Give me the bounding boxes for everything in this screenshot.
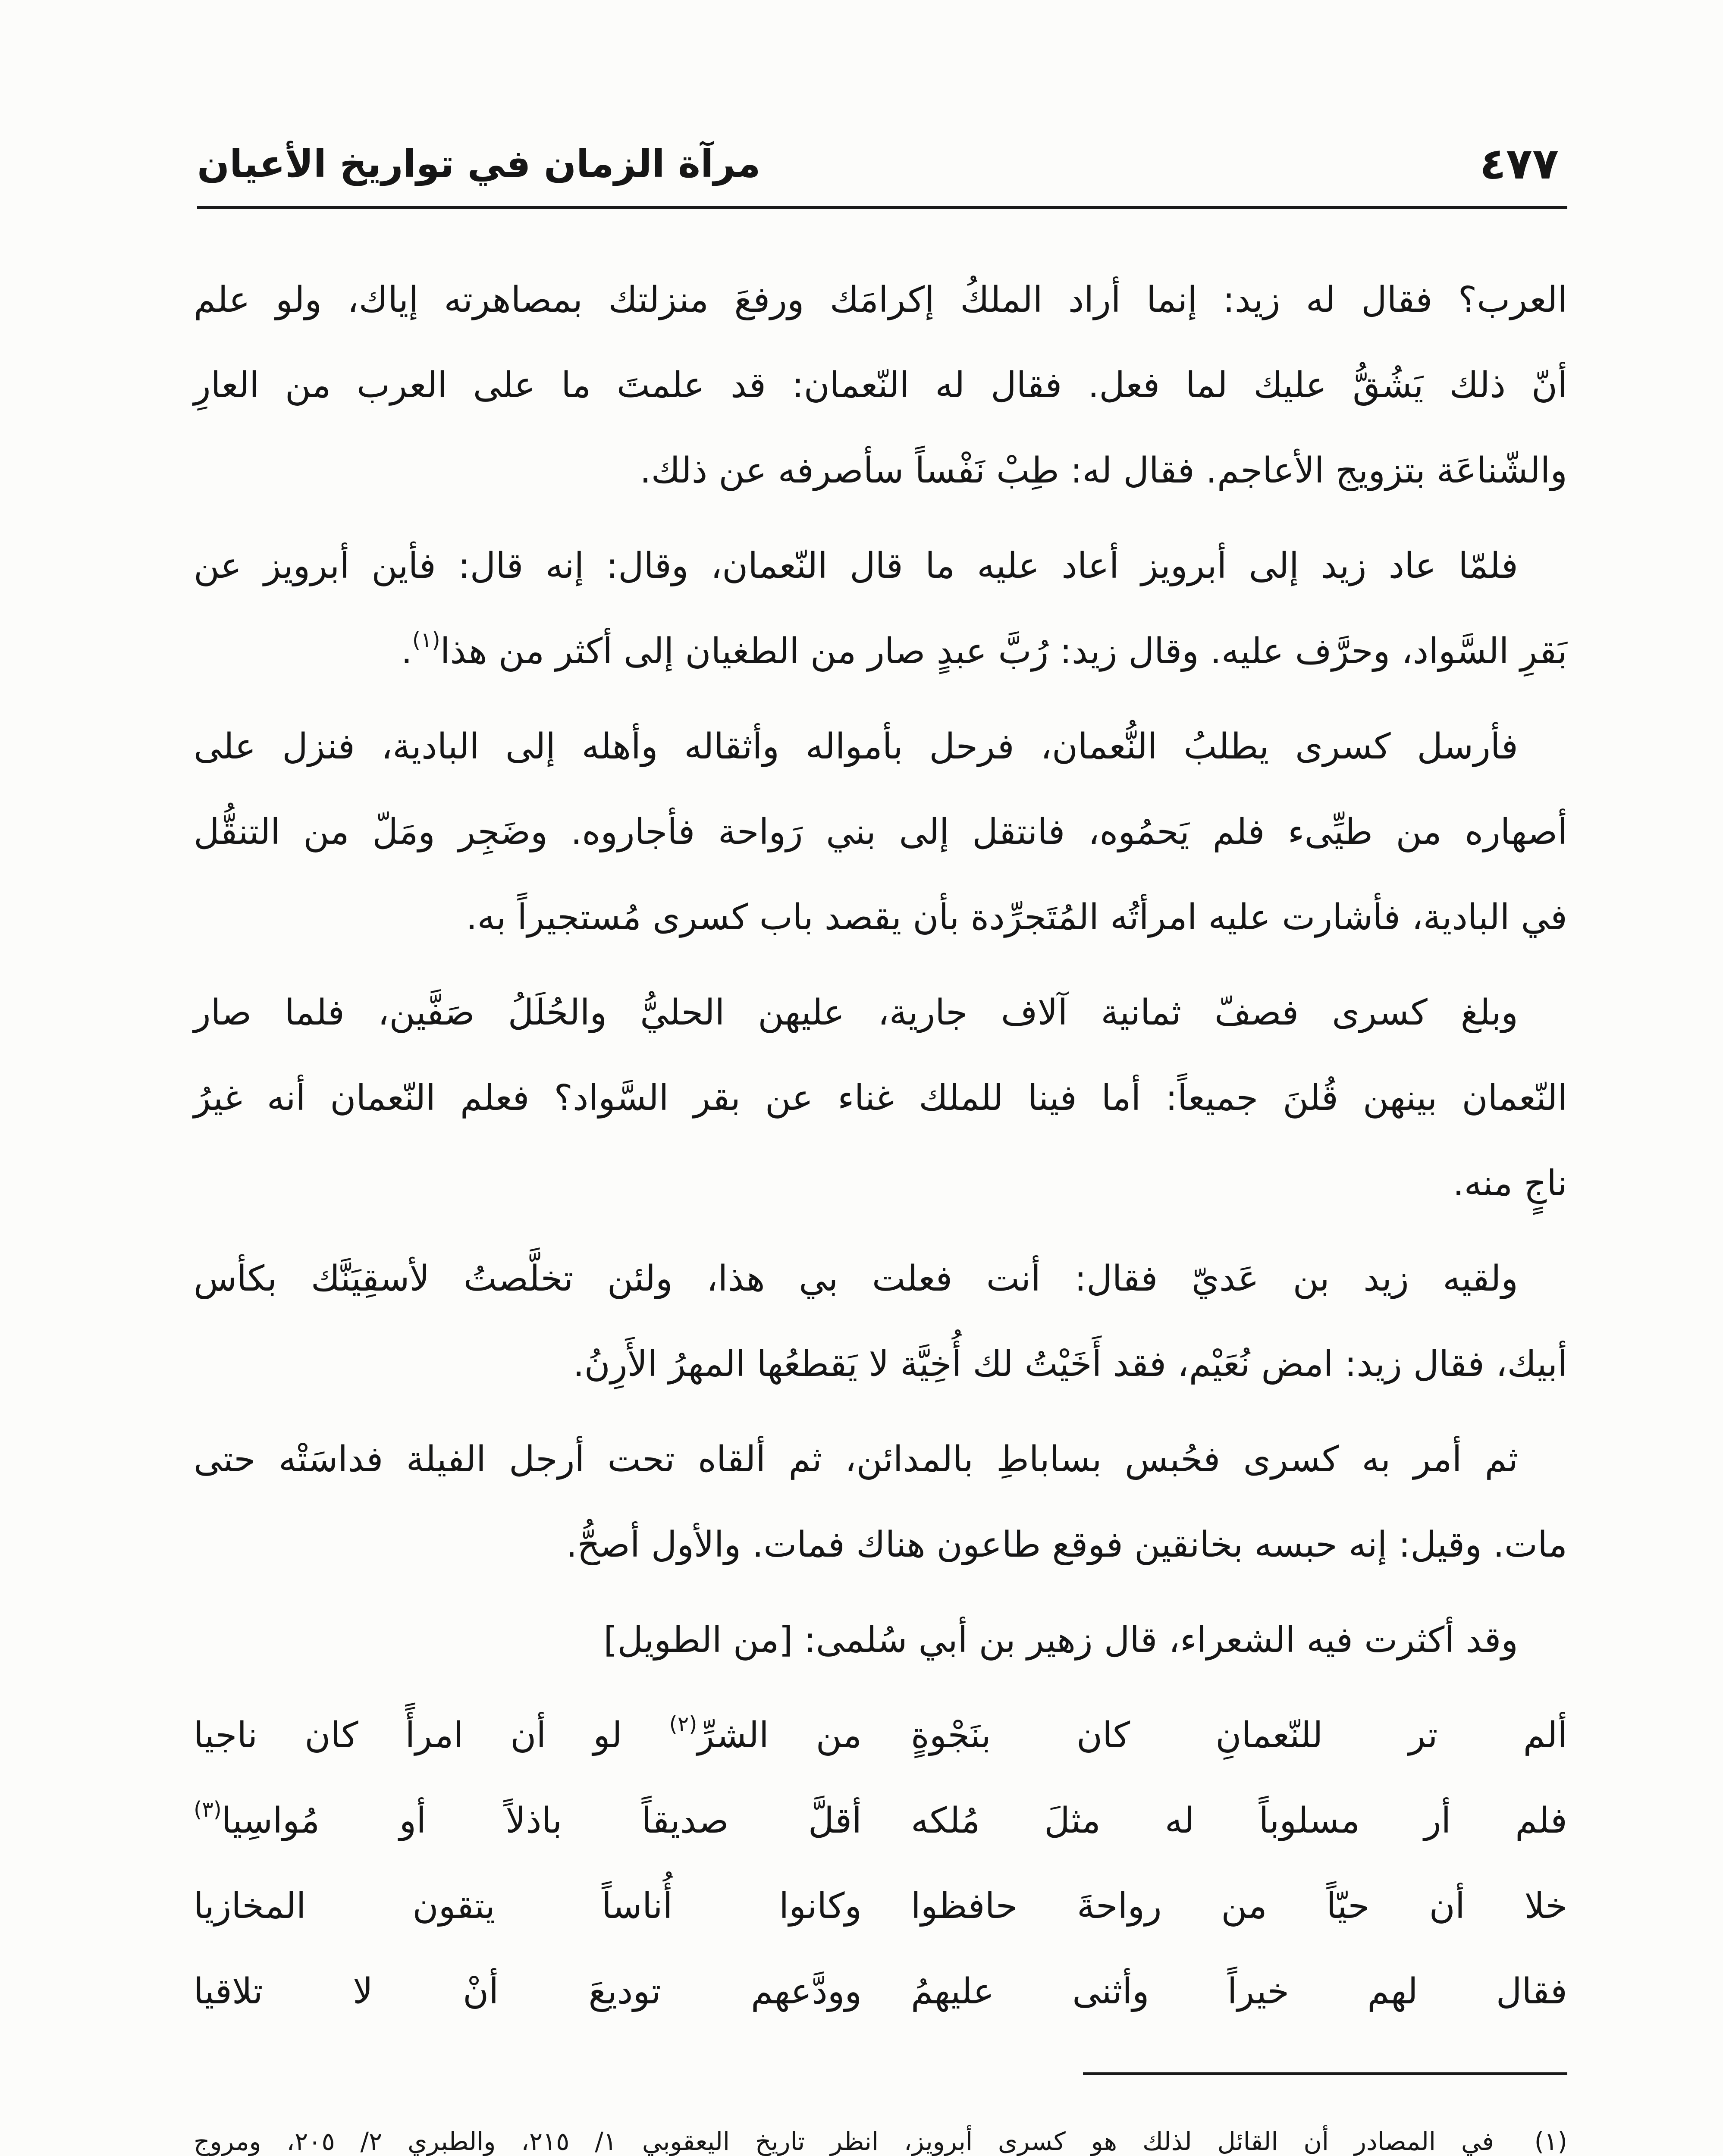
footnote-marker: (١) xyxy=(1534,2127,1567,2156)
text-run: . xyxy=(401,631,412,672)
paragraph-5 xyxy=(194,1236,1567,1407)
text-line: النّعمان بينهن قُلنَ جميعاً: أما فينا للملك غناء عن بقر السَّواد؟ فعلم النّعمان أنه غيرُ xyxy=(194,1078,1567,1119)
paragraph-2 xyxy=(194,523,1567,694)
text-line: أبيك، فقال زيد: امض نُعَيْم، فقد أَخَيْتُ لك أُخِيَّة لا يَقطعُها المهرُ الأَرِنُ. xyxy=(573,1344,1567,1385)
main-text xyxy=(194,257,1567,2034)
running-head xyxy=(197,134,1567,194)
poem-verse xyxy=(194,1778,1567,1864)
poem-verse xyxy=(194,1693,1567,1778)
header-rule xyxy=(197,206,1567,209)
text-run: بَقرِ السَّواد، وحرَّف عليه. وقال زيد: رُبَّ عبدٍ صار من الطغيان إلى أكثر من هذا xyxy=(440,631,1567,672)
text-line: أنّ ذلك يَشُقُّ عليك لما فعل. فقال له النّعمان: قد علمتَ ما على العرب من العارِ xyxy=(194,365,1567,406)
footnotes xyxy=(194,2117,1567,2156)
poem-verse xyxy=(194,1864,1567,1949)
text-line: أصهاره من طيِّىء فلم يَحمُوه، فانتقل إلى بني رَواحة فأجاروه. وضَجِر ومَلّ من التنقُّل xyxy=(194,812,1567,852)
text-line: والشّناعَة بتزويج الأعاجم. فقال له: طِبْ نَفْساً سأصرفه عن ذلك. xyxy=(640,450,1567,491)
text-run: لو أن امرأً كان ناجيا xyxy=(194,1715,622,1756)
second-hemistich xyxy=(194,1693,862,1778)
first-hemistich: فقال لهم خيراً وأثنى عليهمُ xyxy=(911,1971,1567,2012)
text-line: في البادية، فأشارت عليه امرأتُه المُتَجرِّدة بأن يقصد باب كسرى مُستجيراً به. xyxy=(466,897,1567,938)
first-hemistich: ألم تر للنّعمانِ كان بنَجْوةٍ xyxy=(911,1715,1567,1756)
footnote-1 xyxy=(194,2117,1567,2156)
text-line: مات. وقيل: إنه حبسه بخانقين فوقع طاعون هناك فمات. والأول أصحُّ. xyxy=(566,1524,1567,1565)
footnote-ref: (١) xyxy=(412,627,440,653)
second-hemistich: وكانوا أُناساً يتقون المخازيا xyxy=(194,1886,862,1927)
text-line: وقد أكثرت فيه الشعراء، قال زهير بن أبي سُلمى: [من الطويل] xyxy=(603,1620,1518,1661)
text-line: فأرسل كسرى يطلبُ النُّعمان، فرحل بأمواله وأثقاله وأهله إلى البادية، فنزل على xyxy=(194,726,1518,767)
second-hemistich xyxy=(194,1778,862,1864)
paragraph-7 xyxy=(194,1598,1567,1683)
first-hemistich: خلا أن حيّاً من رواحةَ حافظوا xyxy=(911,1886,1567,1927)
book-title: مرآة الزمان في تواريخ الأعيان xyxy=(197,141,761,186)
text-line: ناجٍ منه. xyxy=(1453,1163,1567,1204)
footnote-ref: (٢) xyxy=(669,1711,697,1737)
paragraph-3 xyxy=(194,704,1567,960)
text-run: أقلَّ صديقاً باذلاً أو مُواسِيا xyxy=(221,1800,862,1841)
poem-verse xyxy=(194,1949,1567,2034)
first-hemistich: فلم أر مسلوباً له مثلَ مُلكه xyxy=(911,1800,1567,1841)
paragraph-4 xyxy=(194,970,1567,1226)
second-hemistich: وودَّعهم توديعَ أنْ لا تلاقيا xyxy=(194,1971,862,2012)
paragraph-6 xyxy=(194,1417,1567,1588)
text-run: من الشرِّ xyxy=(697,1715,862,1756)
text-line: ولقيه زيد بن عَديّ فقال: أنت فعلت بي هذا، ولئن تخلَّصتُ لأسقِيَنَّك بكأس xyxy=(194,1258,1518,1299)
footnote-ref: (٣) xyxy=(194,1797,222,1822)
footnote-separator xyxy=(1083,2072,1567,2075)
footnote-line: في المصادر أن القائل لذلك هو كسرى أبرويز، انظر تاريخ اليعقوبي ١/ ٢١٥، والطبري ٢/ ٢٠٥، ومروج xyxy=(194,2127,1494,2156)
text-line: العرب؟ فقال له زيد: إنما أراد الملكُ إكرامَك ورفعَ منزلتك بمصاهرته إياك، ولو علم xyxy=(194,279,1567,320)
text-line: وبلغ كسرى فصفّ ثمانية آلاف جارية، عليهن الحليُّ والحُلَلُ صَفَّين، فلما صار xyxy=(194,992,1518,1033)
page-number: ٤٧٧ xyxy=(1479,138,1559,189)
text-line: ثم أمر به كسرى فحُبس بساباطِ بالمدائن، ثم ألقاه تحت أرجل الفيلة فداسَتْه حتى xyxy=(194,1439,1518,1480)
text-line xyxy=(194,609,1567,694)
poem xyxy=(194,1693,1567,2034)
footnote-text xyxy=(194,2117,1494,2156)
text-line: فلمّا عاد زيد إلى أبرويز أعاد عليه ما قال النّعمان، وقال: إنه قال: فأين أبرويز عن xyxy=(194,545,1518,586)
paragraph-1 xyxy=(194,257,1567,514)
